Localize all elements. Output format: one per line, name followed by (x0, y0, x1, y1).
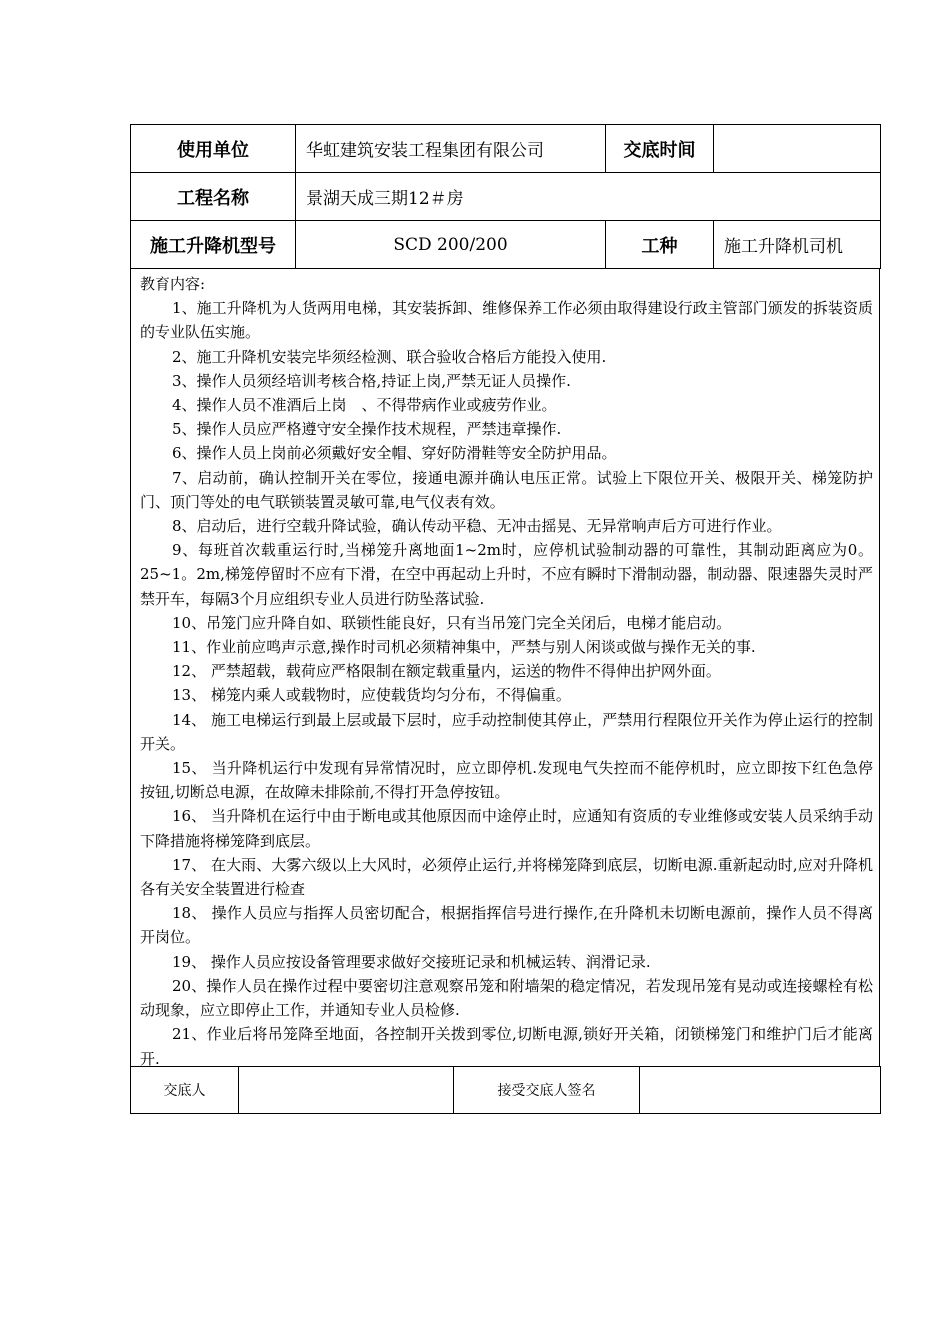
content-item: 7、启动前，确认控制开关在零位，接通电源并确认电压正常。试验上下限位开关、极限开关、梯笼防护门、顶门等处的电气联锁装置灵敏可靠,电气仪表有效。 (140, 468, 873, 511)
unit-row (131, 125, 881, 173)
header-table (130, 124, 881, 269)
project-label: 工程名称 (131, 173, 296, 221)
content-item: 20、操作人员在操作过程中要密切注意观察吊笼和附墙架的稳定情况，若发现吊笼有晃动或连接螺栓有松动现象，应立即停止工作，并通知专业人员检修. (140, 976, 873, 1020)
trade-label: 工种 (606, 221, 714, 269)
model-value: SCD 200/200 (296, 221, 606, 269)
content-item: 12、 严禁超载，载荷应严格限制在额定载重量内，运送的物件不得伸出护网外面。 (172, 662, 721, 681)
content-item: 16、 当升降机在运行中由于断电或其他原因而中途停止时，应通知有资质的专业维修或安装人员采纳手动下降措施将梯笼降到底层。 (140, 807, 873, 850)
trade-value: 施工升降机司机 (714, 221, 881, 269)
footer-table (130, 1066, 881, 1114)
content-item: 9、每班首次载重运行时,当梯笼升离地面1~2m时，应停机试验制动器的可靠性，其制动距离应为0。25~1。2m,梯笼停留时不应有下滑，在空中再起动上升时，不应有瞬时下滑制动器，制动器、限速器失灵时严禁开车，每隔3个月应组织专业人员进行防坠落试验. (140, 541, 873, 608)
content-item: 1、施工升降机为人货两用电梯，其安装拆卸、维修保养工作必须由取得建设行政主管部门颁发的拆装资质的专业队伍实施。 (140, 299, 873, 342)
content-item: 14、 施工电梯运行到最上层或最下层时，应手动控制使其停止，严禁用行程限位开关作为停止运行的控制开关。 (140, 710, 873, 753)
signature-row (131, 1067, 881, 1114)
content-item: 8、启动后，进行空载升降试验，确认传动平稳、无冲击摇晃、无异常响声后方可进行作业。 (172, 517, 782, 536)
content-item: 4、操作人员不准酒后上岗 、不得带病作业或疲劳作业。 (172, 396, 557, 415)
briefing-form (130, 124, 880, 1114)
model-label: 施工升降机型号 (131, 221, 296, 269)
content-item: 11、作业前应鸣声示意,操作时司机必须精神集中，严禁与别人闲谈或做与操作无关的事. (172, 638, 756, 657)
content-item: 21、作业后将吊笼降至地面，各控制开关拨到零位,切断电源,锁好开关箱，闭锁梯笼门和维护门后才能离开. (140, 1025, 873, 1068)
unit-label: 使用单位 (131, 125, 296, 173)
project-row (131, 173, 881, 221)
content-item: 10、吊笼门应升降自如、联锁性能良好，只有当吊笼门完全关闭后，电梯才能启动。 (172, 613, 732, 632)
model-row (131, 221, 881, 269)
content-heading: 教育内容: (140, 275, 206, 293)
time-label: 交底时间 (606, 125, 714, 173)
content-item: 13、 梯笼内乘人或载物时，应使载货均匀分布，不得偏重。 (172, 686, 571, 705)
content-item: 17、 在大雨、大雾六级以上大风时，必须停止运行,并将梯笼降到底层，切断电源.重新起动时,应对升降机各有关安全装置进行检查 (140, 855, 873, 899)
giver-label: 交底人 (131, 1067, 239, 1114)
education-content (130, 269, 880, 1066)
receiver-signature-field[interactable] (640, 1067, 881, 1114)
time-value (714, 125, 881, 173)
receiver-label: 接受交底人签名 (454, 1067, 640, 1114)
content-item: 15、 当升降机运行中发现有异常情况时，应立即停机.发现电气失控而不能停机时，应立即按下红色急停按钮,切断总电源，在故障未排除前,不得打开急停按钮。 (140, 759, 873, 802)
content-item: 19、 操作人员应按设备管理要求做好交接班记录和机械运转、润滑记录. (172, 952, 651, 971)
content-item: 3、操作人员须经培训考核合格,持证上岗,严禁无证人员操作. (172, 371, 571, 390)
content-item: 2、施工升降机安装完毕须经检测、联合验收合格后方能投入使用. (172, 347, 607, 366)
content-item: 18、 操作人员应与指挥人员密切配合，根据指挥信号进行操作,在升降机未切断电源前，操作人员不得离开岗位。 (140, 904, 873, 947)
unit-value: 华虹建筑安装工程集团有限公司 (296, 125, 606, 173)
giver-signature-field[interactable] (239, 1067, 454, 1114)
content-item: 5、操作人员应严格遵守安全操作技术规程，严禁违章操作. (172, 420, 562, 439)
project-value: 景湖天成三期12＃房 (296, 173, 881, 221)
content-item: 6、操作人员上岗前必须戴好安全帽、穿好防滑鞋等安全防护用品。 (172, 444, 617, 463)
